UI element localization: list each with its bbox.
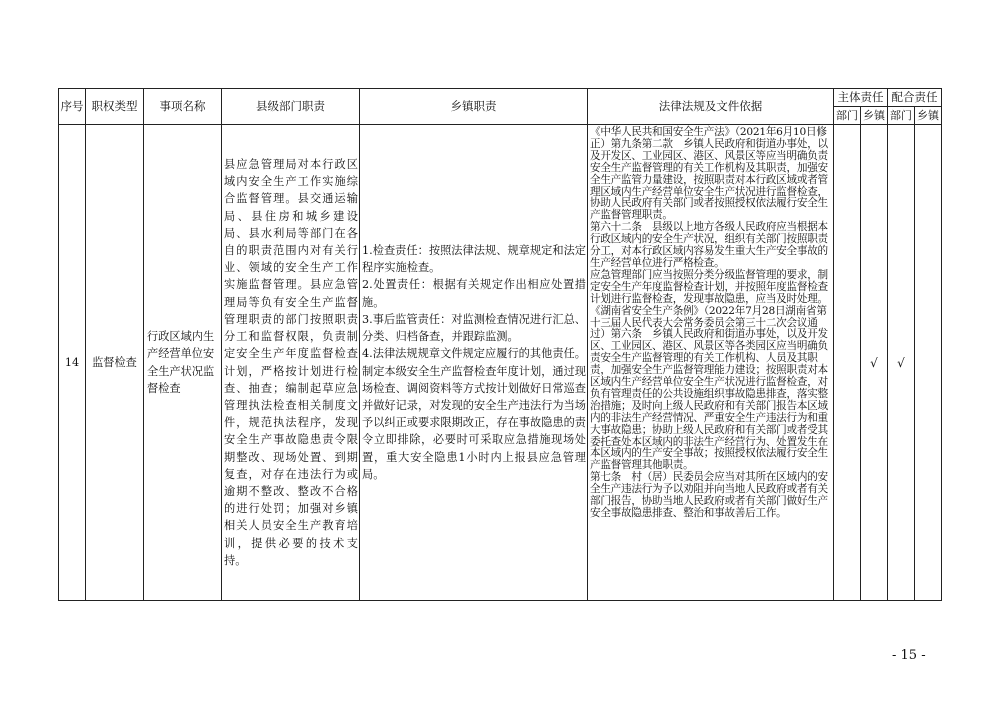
town-duty-item: 1.检查责任：按照法律法规、规章规定和法定程序实施检查。 [362,244,586,275]
cell-town-duty [360,125,588,601]
header-coop-resp: 配合责任 [888,89,942,107]
page-number: - 15 - [892,648,926,663]
header-row [59,89,942,107]
cell-coop-town [915,125,942,601]
header-main-resp: 主体责任 [834,89,888,107]
header-county-duty: 县级部门职责 [222,89,360,125]
header-seq: 序号 [59,89,86,125]
header-town-duty: 乡镇职责 [360,89,588,125]
cell-main-town-check: √ [861,125,888,601]
law-paragraph: 第七条 村（居）民委员会应当对其所在区域内的安全生产违法行为予以劝阻并向当地人民政府或者有关部门报告，协助当地人民政府或者有关部门做好生产安全事故隐患排查、整治和事故善后工作。 [590,471,828,519]
cell-coop-dept-check: √ [888,125,915,601]
cell-law-basis [588,125,834,601]
cell-main-dept [834,125,861,601]
header-item-name: 事项名称 [144,89,222,125]
town-duty-item: 3.事后监管责任：对监测检查情况进行汇总、分类、归档备查，并跟踪监测。 [362,312,586,344]
header-coop-town: 乡镇 [915,107,942,125]
cell-seq: 14 [59,125,86,601]
header-power-type: 职权类型 [86,89,144,125]
law-paragraph: 应急管理部门应当按照分类分级监督管理的要求，制定安全生产年度监督检查计划，并按照年度监督检查计划进行监督检查，发现事故隐患，应当及时处理。 [590,268,828,305]
law-paragraph: 《湖南省安全生产条例》（2022年7月28日湖南省第十三届人民代表大会常务委员会第三十二次会议通过）第六条 乡镇人民政府和街道办事处，以及开发区、工业园区、港区、风景区等各类园区应当明确负责安全生产监督管理的有关工作机构、人员及其职责，加强安全生产监督管理能力建设；按照职责对本区域内生产经营单位安全生产状况进行监督检查，对负有管理责任的公共设施组织事故隐患排查，落实整治措施；及时向上级人民政府和有关部门报告本区域内的非法生产经营情况、严重安全生产违法行为和重大事故隐患；协助上级人民政府和有关部门或者受其委托查处本区域内的非法生产经营行为、处置发生在本区域内的生产安全事故；按照授权依法履行安全生产监督管理其他职责。 [590,304,828,472]
cell-county-duty: 县应急管理局对本行政区域内安全生产工作实施综合监督管理。县交通运输局、县住房和城乡建设局、县水利局等部门在各自的职责范围内对有关行业、领域的安全生产工作实施监督管理。县应急管理局等负有安全生产监督管理职责的部门按照职责分工和监督权限，负责制定安全生产年度监督检查计划，严格按计划进行检查、抽查；编制起草应急管理执法检查相关制度文件，规范执法程序，发现安全生产事故隐患责令限期整改、现场处置、到期复查，对存在违法行为或逾期不整改、整改不合格的进行处罚；加强对乡镇相关人员安全生产教育培训，提供必要的技术支持。 [222,125,360,601]
cell-power-type: 监督检查 [86,125,144,601]
table-row [59,125,942,601]
header-main-dept: 部门 [834,107,861,125]
header-coop-dept: 部门 [888,107,915,125]
town-duty-item: 4.法律法规规章文件规定应履行的其他责任。制定本级安全生产监督检查年度计划，通过现场检查、调阅资料等方式按计划做好日常巡查并做好记录，对发现的安全生产违法行为当场予以纠正或要求限期改正，存在事故隐患的责令立即排除，必要时可采取应急措施现场处置，重大安全隐患1小时内上报县应急管理局。 [362,347,586,481]
duty-table [58,88,942,601]
header-law-basis: 法律法规及文件依据 [588,89,834,125]
header-main-town: 乡镇 [861,107,888,125]
law-paragraph: 第六十二条 县级以上地方各级人民政府应当根据本行政区域内的安全生产状况，组织有关部门按照职责分工，对本行政区域内容易发生重大生产安全事故的生产经营单位进行严格检查。 [590,221,828,269]
cell-item-name: 行政区域内生产经营单位安全生产状况监督检查 [144,125,222,601]
town-duty-item: 2.处置责任：根据有关规定作出相应处置措施。 [362,278,586,309]
law-paragraph: 《中华人民共和国安全生产法》（2021年6月10日修正）第九条第二款 乡镇人民政府和街道办事处，以及开发区、工业园区、港区、风景区等应当明确负责安全生产监督管理的有关工作机构及其职责，加强安全生产监管力量建设，按照职责对本行政区域或者管理区域内生产经营单位安全生产状况进行监督检查，协助人民政府有关部门或者按照授权依法履行安全生产监督管理职责。 [590,126,828,222]
